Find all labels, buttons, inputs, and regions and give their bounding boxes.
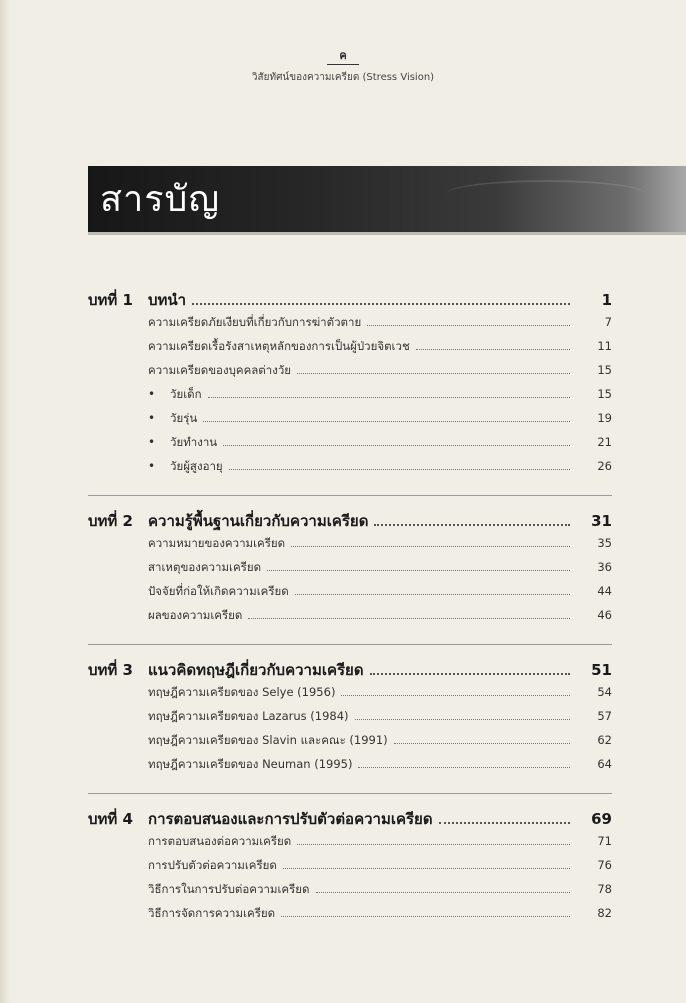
toc-entry[interactable] — [88, 559, 612, 583]
toc-entry[interactable] — [88, 857, 612, 881]
toc-banner — [88, 166, 686, 232]
entry-title: วิธีการในการปรับต่อความเครียด — [148, 882, 310, 896]
entry-title: ความเครียดภัยเงียบที่เกี่ยวกับการฆ่าตัวตาย — [148, 315, 362, 329]
bullet-icon: • — [148, 435, 156, 449]
dot-leader — [229, 469, 570, 470]
chapter-heading-row[interactable] — [88, 658, 612, 684]
chapter-label: บทที่ 4 — [88, 810, 133, 828]
entry-title: การปรับตัวต่อความเครียด — [148, 858, 277, 872]
toc-entry[interactable] — [88, 684, 612, 708]
dot-leader — [358, 767, 570, 768]
entry-page-number: 15 — [597, 387, 612, 401]
toc-entry[interactable] — [88, 708, 612, 732]
entry-page-number: 64 — [597, 757, 612, 771]
entry-title: ทฤษฎีความเครียดของ Neuman (1995) — [148, 757, 353, 771]
entry-title: ความหมายของความเครียด — [148, 536, 286, 550]
dot-leader — [355, 719, 570, 720]
entry-page-number: 46 — [597, 608, 612, 622]
entry-page-number: 54 — [597, 685, 612, 699]
chapter-title: บทนำ — [148, 291, 187, 309]
chapter-title: ความรู้พื้นฐานเกี่ยวกับความเครียด — [148, 512, 369, 530]
chapter-heading-row[interactable] — [88, 807, 612, 833]
dot-leader — [203, 421, 570, 422]
entry-page-number: 15 — [597, 363, 612, 377]
bullet-icon: • — [148, 411, 156, 425]
dot-leader — [248, 618, 570, 619]
entry-page-number: 21 — [597, 435, 612, 449]
entry-title: ผลของความเครียด — [148, 608, 243, 622]
chapter-page-number: 51 — [591, 661, 612, 679]
dot-leader — [267, 570, 570, 571]
toc-chapter — [88, 288, 612, 482]
entry-title: ทฤษฎีความเครียดของ Lazarus (1984) — [148, 709, 349, 723]
entry-page-number: 36 — [597, 560, 612, 574]
dot-leader — [367, 325, 570, 326]
entry-title: ความเครียดเรื้อรังสาเหตุหลักของการเป็นผู้ป่วยจิตเวช — [148, 339, 410, 353]
entry-title: ทฤษฎีความเครียดของ Selye (1956) — [148, 685, 336, 699]
toc-chapter — [88, 509, 612, 631]
entry-title: วัยเด็ก — [170, 387, 202, 401]
entry-title: วัยผู้สูงอายุ — [170, 459, 223, 473]
toc-entry[interactable] — [88, 314, 612, 338]
page-header — [0, 44, 686, 85]
entry-page-number: 62 — [597, 733, 612, 747]
entry-page-number: 78 — [597, 882, 612, 896]
entry-page-number: 35 — [597, 536, 612, 550]
table-of-contents — [88, 288, 612, 942]
banner-underline — [88, 232, 686, 235]
toc-entry[interactable] — [88, 535, 612, 559]
page-number: ค — [327, 49, 358, 65]
entry-title: วัยทำงาน — [170, 435, 218, 449]
chapter-title: การตอบสนองและการปรับตัวต่อความเครียด — [148, 810, 433, 828]
entry-page-number: 26 — [597, 459, 612, 473]
toc-chapter — [88, 658, 612, 780]
dot-leader — [281, 916, 570, 917]
entry-title: สาเหตุของความเครียด — [148, 560, 262, 574]
dot-leader — [416, 349, 570, 350]
entry-title: ความเครียดของบุคคลต่างวัย — [148, 363, 292, 377]
dot-leader — [374, 524, 570, 526]
toc-entry[interactable] — [88, 756, 612, 780]
toc-sub-entry[interactable] — [88, 458, 612, 482]
dot-leader — [341, 695, 570, 696]
entry-page-number: 11 — [597, 339, 612, 353]
dot-leader — [283, 868, 570, 869]
toc-entry[interactable] — [88, 881, 612, 905]
chapter-title: แนวคิดทฤษฎีเกี่ยวกับความเครียด — [148, 661, 364, 679]
toc-entry[interactable] — [88, 362, 612, 386]
dot-leader — [297, 844, 570, 845]
toc-sub-entry[interactable] — [88, 386, 612, 410]
chapter-page-number: 69 — [591, 810, 612, 828]
entry-title: วิธีการจัดการความเครียด — [148, 906, 276, 920]
entry-page-number: 76 — [597, 858, 612, 872]
toc-entry[interactable] — [88, 905, 612, 929]
toc-entry[interactable] — [88, 583, 612, 607]
dot-leader — [370, 673, 570, 675]
dot-leader — [192, 303, 570, 305]
banner-swoosh-decoration — [446, 180, 646, 208]
chapter-divider — [88, 793, 612, 794]
entry-title: การตอบสนองต่อความเครียด — [148, 834, 292, 848]
toc-entry[interactable] — [88, 732, 612, 756]
chapter-heading-row[interactable] — [88, 509, 612, 535]
toc-entry[interactable] — [88, 833, 612, 857]
running-title: วิสัยทัศน์ของความเครียด (Stress Vision) — [251, 72, 435, 83]
chapter-page-number: 1 — [601, 291, 612, 309]
chapter-divider — [88, 644, 612, 645]
toc-title: สารบัญ — [100, 179, 221, 220]
dot-leader — [439, 822, 570, 824]
dot-leader — [291, 546, 570, 547]
entry-page-number: 71 — [597, 834, 612, 848]
dot-leader — [316, 892, 571, 893]
dot-leader — [394, 743, 570, 744]
chapter-label: บทที่ 2 — [88, 512, 133, 530]
entry-title: วัยรุ่น — [170, 411, 198, 425]
entry-page-number: 7 — [604, 315, 612, 329]
chapter-heading-row[interactable] — [88, 288, 612, 314]
entry-title: ปัจจัยที่ก่อให้เกิดความเครียด — [148, 584, 289, 598]
entry-page-number: 57 — [597, 709, 612, 723]
dot-leader — [295, 594, 570, 595]
toc-entry[interactable] — [88, 607, 612, 631]
toc-entry[interactable] — [88, 338, 612, 362]
page-edge-shadow — [0, 0, 10, 1003]
entry-page-number: 82 — [597, 906, 612, 920]
entry-title: ทฤษฎีความเครียดของ Slavin และคณะ (1991) — [148, 733, 388, 747]
dot-leader — [223, 445, 570, 446]
chapter-label: บทที่ 3 — [88, 661, 133, 679]
toc-sub-entry[interactable] — [88, 410, 612, 434]
chapter-page-number: 31 — [591, 512, 612, 530]
toc-chapter — [88, 807, 612, 929]
entry-page-number: 19 — [597, 411, 612, 425]
entry-page-number: 44 — [597, 584, 612, 598]
dot-leader — [208, 397, 570, 398]
bullet-icon: • — [148, 459, 156, 473]
chapter-divider — [88, 495, 612, 496]
chapter-label: บทที่ 1 — [88, 291, 133, 309]
toc-sub-entry[interactable] — [88, 434, 612, 458]
dot-leader — [297, 373, 570, 374]
bullet-icon: • — [148, 387, 156, 401]
